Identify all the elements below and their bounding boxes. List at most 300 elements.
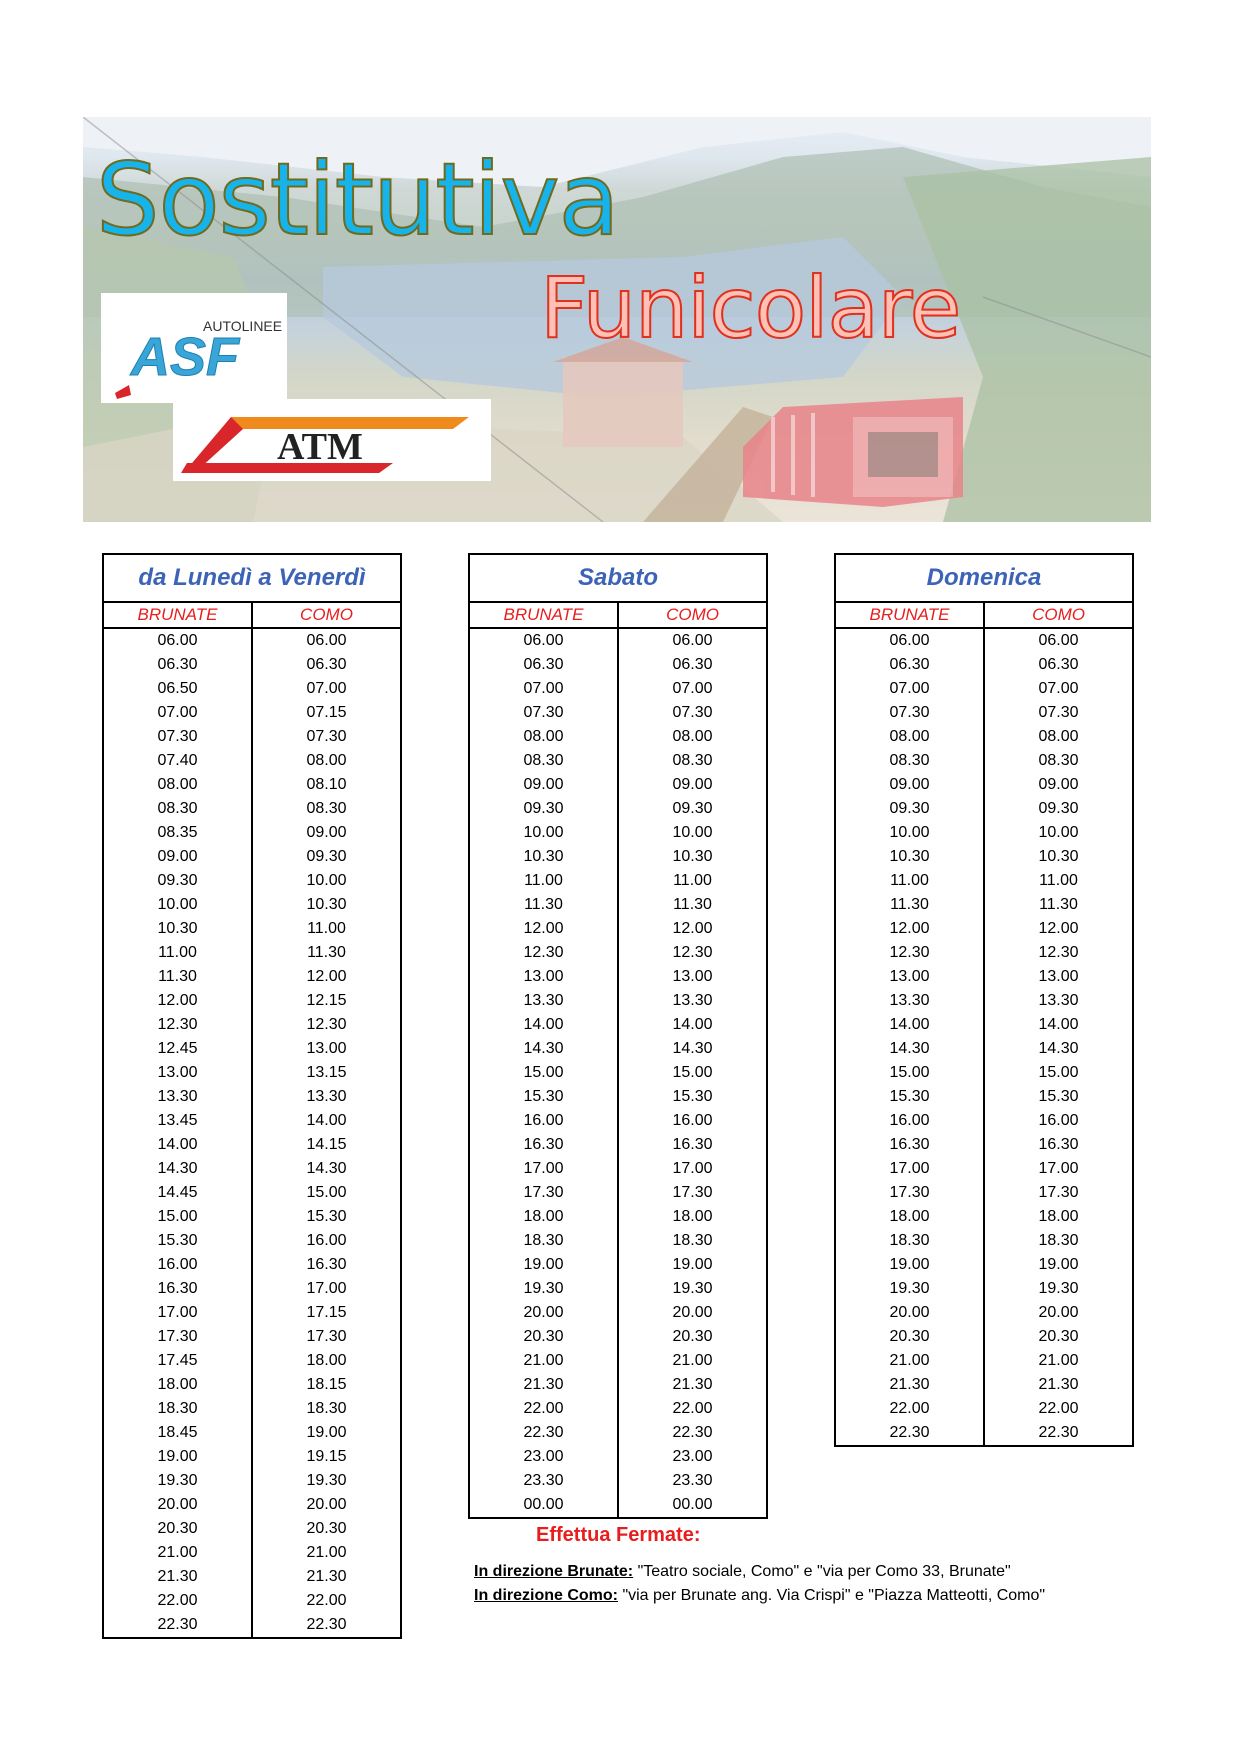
time-brunate: 20.00 [469, 1301, 618, 1325]
table-row [103, 845, 401, 869]
time-como: 14.30 [306, 1160, 347, 1177]
time-brunate: 07.00 [835, 677, 984, 701]
time-como: 09.30 [1038, 800, 1079, 817]
time-brunate: 07.40 [103, 749, 252, 773]
time-como: 10.00 [306, 872, 347, 889]
time-como: 06.00 [672, 632, 713, 649]
table-row [103, 869, 401, 893]
timetable-weekday-body [103, 628, 401, 1638]
time-como: 06.00 [1038, 632, 1079, 649]
time-como: 19.15 [306, 1448, 347, 1465]
time-como: 19.00 [1038, 1256, 1079, 1273]
time-brunate: 16.30 [469, 1133, 618, 1157]
table-row [835, 869, 1133, 893]
stops-direction-brunate-text: "Teatro sociale, Como" e "via per Como 33, Brunate" [633, 1563, 1011, 1580]
table-row [469, 941, 767, 965]
column-header-brunate: BRUNATE [103, 602, 252, 628]
table-row [103, 1277, 401, 1301]
time-brunate: 16.30 [103, 1277, 252, 1301]
table-row [103, 965, 401, 989]
table-row [469, 677, 767, 701]
time-brunate: 18.00 [469, 1205, 618, 1229]
time-como: 15.00 [306, 1184, 347, 1201]
table-row [835, 1205, 1133, 1229]
time-brunate: 17.00 [469, 1157, 618, 1181]
time-brunate: 19.30 [469, 1277, 618, 1301]
table-row [103, 749, 401, 773]
time-como: 10.00 [1038, 824, 1079, 841]
time-como: 08.10 [306, 776, 347, 793]
time-como: 19.30 [306, 1472, 347, 1489]
table-row [103, 1037, 401, 1061]
time-brunate: 07.00 [103, 701, 252, 725]
table-row [835, 1325, 1133, 1349]
time-brunate: 20.30 [835, 1325, 984, 1349]
time-brunate: 17.30 [835, 1181, 984, 1205]
stops-direction-brunate [474, 1563, 1011, 1581]
time-brunate: 00.00 [469, 1493, 618, 1518]
time-brunate: 12.00 [469, 917, 618, 941]
time-como: 19.00 [672, 1256, 713, 1273]
stops-direction-como-text: "via per Brunate ang. Via Crispi" e "Piazza Matteotti, Como" [618, 1587, 1046, 1604]
time-brunate: 19.00 [103, 1445, 252, 1469]
time-como: 22.30 [306, 1616, 347, 1633]
table-row [103, 1445, 401, 1469]
time-como: 18.30 [1038, 1232, 1079, 1249]
time-como: 19.30 [672, 1280, 713, 1297]
table-row [835, 1037, 1133, 1061]
table-row [469, 1349, 767, 1373]
time-brunate: 16.00 [103, 1253, 252, 1277]
time-brunate: 21.30 [469, 1373, 618, 1397]
time-brunate: 12.00 [103, 989, 252, 1013]
time-brunate: 10.00 [469, 821, 618, 845]
time-como: 17.30 [1038, 1184, 1079, 1201]
time-como: 22.30 [672, 1424, 713, 1441]
time-como: 21.00 [306, 1544, 347, 1561]
time-como: 20.00 [672, 1304, 713, 1321]
time-como: 18.30 [306, 1400, 347, 1417]
table-row [469, 821, 767, 845]
time-brunate: 12.30 [103, 1013, 252, 1037]
table-row [469, 1061, 767, 1085]
time-brunate: 11.00 [835, 869, 984, 893]
timetable-saturday-title: Sabato [469, 554, 767, 602]
table-row [835, 1253, 1133, 1277]
time-brunate: 06.50 [103, 677, 252, 701]
time-brunate: 21.00 [469, 1349, 618, 1373]
time-como: 06.00 [306, 632, 347, 649]
table-row [469, 845, 767, 869]
time-como: 11.00 [673, 872, 712, 889]
time-brunate: 06.00 [835, 628, 984, 653]
table-row [835, 1397, 1133, 1421]
table-row [103, 989, 401, 1013]
time-como: 07.30 [1038, 704, 1079, 721]
time-como: 13.15 [306, 1064, 347, 1081]
table-row [835, 845, 1133, 869]
time-como: 11.00 [307, 920, 346, 937]
table-row [103, 725, 401, 749]
time-como: 20.30 [672, 1328, 713, 1345]
time-brunate: 10.30 [835, 845, 984, 869]
time-brunate: 18.30 [469, 1229, 618, 1253]
asf-logo [101, 293, 287, 403]
time-como: 09.30 [672, 800, 713, 817]
table-row [469, 1493, 767, 1518]
time-brunate: 12.30 [835, 941, 984, 965]
time-como: 22.00 [306, 1592, 347, 1609]
time-brunate: 06.30 [103, 653, 252, 677]
time-como: 14.00 [1038, 1016, 1079, 1033]
time-como: 22.00 [1038, 1400, 1079, 1417]
time-como: 20.30 [1038, 1328, 1079, 1345]
table-row [835, 1421, 1133, 1446]
column-header-como: COMO [984, 602, 1133, 628]
table-row [835, 1157, 1133, 1181]
table-row [469, 1013, 767, 1037]
time-brunate: 13.45 [103, 1109, 252, 1133]
time-brunate: 12.30 [469, 941, 618, 965]
table-row [835, 749, 1133, 773]
time-brunate: 20.30 [103, 1517, 252, 1541]
timetable-sunday [834, 553, 1134, 1447]
timetable-sunday-body [835, 628, 1133, 1446]
time-brunate: 11.00 [469, 869, 618, 893]
table-row [469, 1109, 767, 1133]
time-brunate: 10.00 [835, 821, 984, 845]
time-brunate: 13.30 [469, 989, 618, 1013]
time-como: 15.30 [672, 1088, 713, 1105]
table-row [103, 917, 401, 941]
time-brunate: 07.30 [469, 701, 618, 725]
table-row [103, 1061, 401, 1085]
time-brunate: 14.00 [103, 1133, 252, 1157]
time-brunate: 13.00 [103, 1061, 252, 1085]
atm-logo-text: ATM [277, 426, 363, 468]
table-row [469, 773, 767, 797]
title-sostitutiva: Sostitutiva [96, 141, 619, 258]
table-row [103, 1541, 401, 1565]
table-row [835, 701, 1133, 725]
time-brunate: 12.00 [835, 917, 984, 941]
time-brunate: 07.30 [103, 725, 252, 749]
table-row [835, 1085, 1133, 1109]
table-row [103, 628, 401, 653]
time-como: 13.00 [306, 1040, 347, 1057]
time-como: 08.30 [672, 752, 713, 769]
time-como: 08.00 [1038, 728, 1079, 745]
table-row [103, 1565, 401, 1589]
table-row [103, 1205, 401, 1229]
time-como: 19.00 [306, 1424, 347, 1441]
time-brunate: 21.30 [103, 1565, 252, 1589]
time-brunate: 13.30 [835, 989, 984, 1013]
time-como: 14.00 [672, 1016, 713, 1033]
time-como: 12.00 [306, 968, 347, 985]
time-brunate: 09.00 [103, 845, 252, 869]
table-row [469, 869, 767, 893]
time-como: 12.00 [672, 920, 713, 937]
title-funicolare: Funicolare [540, 259, 961, 357]
time-brunate: 15.30 [103, 1229, 252, 1253]
time-brunate: 15.00 [835, 1061, 984, 1085]
time-brunate: 06.30 [835, 653, 984, 677]
time-como: 17.15 [306, 1304, 347, 1321]
time-como: 11.30 [307, 944, 346, 961]
time-como: 23.30 [672, 1472, 713, 1489]
time-brunate: 16.30 [835, 1133, 984, 1157]
table-row [103, 773, 401, 797]
time-brunate: 20.00 [103, 1493, 252, 1517]
table-row [103, 797, 401, 821]
time-como: 09.00 [672, 776, 713, 793]
time-brunate: 17.45 [103, 1349, 252, 1373]
time-como: 07.30 [306, 728, 347, 745]
table-row [103, 1253, 401, 1277]
table-row [103, 1493, 401, 1517]
table-row [469, 893, 767, 917]
table-row [835, 1109, 1133, 1133]
table-row [835, 989, 1133, 1013]
stops-direction-brunate-label: In direzione Brunate: [474, 1563, 634, 1580]
time-como: 20.00 [1038, 1304, 1079, 1321]
time-brunate: 13.00 [469, 965, 618, 989]
time-brunate: 15.00 [103, 1205, 252, 1229]
time-brunate: 13.30 [103, 1085, 252, 1109]
time-como: 18.15 [306, 1376, 347, 1393]
table-row [835, 1013, 1133, 1037]
time-brunate: 11.30 [835, 893, 984, 917]
time-brunate: 15.00 [469, 1061, 618, 1085]
time-brunate: 23.30 [469, 1469, 618, 1493]
time-como: 17.00 [1038, 1160, 1079, 1177]
time-brunate: 17.30 [103, 1325, 252, 1349]
table-row [103, 677, 401, 701]
time-brunate: 10.30 [103, 917, 252, 941]
time-brunate: 11.30 [103, 965, 252, 989]
time-brunate: 10.00 [103, 893, 252, 917]
time-brunate: 21.30 [835, 1373, 984, 1397]
time-brunate: 08.00 [103, 773, 252, 797]
time-brunate: 07.00 [469, 677, 618, 701]
time-como: 14.00 [306, 1112, 347, 1129]
table-row [469, 1037, 767, 1061]
table-row [835, 1229, 1133, 1253]
table-row [103, 1397, 401, 1421]
table-row [835, 1133, 1133, 1157]
time-como: 10.30 [306, 896, 347, 913]
time-como: 16.00 [306, 1232, 347, 1249]
funicular-car-image [743, 397, 963, 507]
time-brunate: 09.00 [469, 773, 618, 797]
asf-logo-small-text: AUTOLINEE [203, 318, 283, 334]
time-brunate: 20.30 [469, 1325, 618, 1349]
table-row [469, 989, 767, 1013]
table-row [103, 1421, 401, 1445]
time-como: 18.00 [1038, 1208, 1079, 1225]
table-row [469, 1277, 767, 1301]
time-como: 21.30 [672, 1376, 713, 1393]
time-brunate: 17.30 [469, 1181, 618, 1205]
time-brunate: 13.00 [835, 965, 984, 989]
time-como: 14.15 [306, 1136, 347, 1153]
time-como: 20.30 [306, 1520, 347, 1537]
time-como: 07.00 [1038, 680, 1079, 697]
table-row [835, 965, 1133, 989]
timetable-weekday-title: da Lunedì a Venerdì [103, 554, 401, 602]
time-brunate: 18.00 [103, 1373, 252, 1397]
table-row [469, 797, 767, 821]
time-brunate: 19.00 [835, 1253, 984, 1277]
time-brunate: 22.30 [835, 1421, 984, 1446]
table-row [103, 1517, 401, 1541]
time-como: 14.30 [672, 1040, 713, 1057]
time-como: 11.00 [1039, 872, 1078, 889]
time-brunate: 11.00 [103, 941, 252, 965]
time-brunate: 06.00 [469, 628, 618, 653]
time-brunate: 19.30 [103, 1469, 252, 1493]
table-row [469, 628, 767, 653]
column-header-brunate: BRUNATE [469, 602, 618, 628]
asf-logo-big-text: ASF [131, 327, 239, 387]
table-row [103, 1133, 401, 1157]
time-como: 13.30 [672, 992, 713, 1009]
time-como: 14.30 [1038, 1040, 1079, 1057]
table-row [835, 653, 1133, 677]
table-row [469, 749, 767, 773]
time-como: 10.30 [1038, 848, 1079, 865]
time-como: 21.30 [306, 1568, 347, 1585]
time-como: 06.30 [306, 656, 347, 673]
table-row [103, 1301, 401, 1325]
table-row [835, 797, 1133, 821]
time-brunate: 14.00 [835, 1013, 984, 1037]
time-como: 09.30 [306, 848, 347, 865]
table-row [835, 893, 1133, 917]
stops-direction-como-label: In direzione Como: [474, 1587, 618, 1604]
table-row [469, 701, 767, 725]
time-brunate: 11.30 [469, 893, 618, 917]
table-row [835, 917, 1133, 941]
time-como: 10.00 [672, 824, 713, 841]
time-brunate: 15.30 [469, 1085, 618, 1109]
column-header-brunate: BRUNATE [835, 602, 984, 628]
atm-logo [173, 399, 491, 481]
timetable-sunday-title: Domenica [835, 554, 1133, 602]
time-brunate: 17.00 [103, 1301, 252, 1325]
time-brunate: 09.30 [835, 797, 984, 821]
time-brunate: 08.30 [103, 797, 252, 821]
table-row [469, 1253, 767, 1277]
table-row [469, 1397, 767, 1421]
time-brunate: 08.35 [103, 821, 252, 845]
table-row [103, 1109, 401, 1133]
time-como: 16.30 [672, 1136, 713, 1153]
time-como: 15.00 [672, 1064, 713, 1081]
time-brunate: 17.00 [835, 1157, 984, 1181]
time-brunate: 09.30 [103, 869, 252, 893]
time-brunate: 18.30 [835, 1229, 984, 1253]
time-como: 07.15 [306, 704, 347, 721]
time-brunate: 09.00 [835, 773, 984, 797]
time-brunate: 10.30 [469, 845, 618, 869]
table-row [103, 893, 401, 917]
table-row [103, 1013, 401, 1037]
timetable-saturday [468, 553, 768, 1519]
table-row [103, 941, 401, 965]
time-brunate: 18.45 [103, 1421, 252, 1445]
table-row [835, 773, 1133, 797]
time-como: 00.00 [672, 1496, 713, 1513]
table-row [469, 1229, 767, 1253]
time-como: 18.00 [306, 1352, 347, 1369]
table-row [469, 1445, 767, 1469]
table-row [103, 1229, 401, 1253]
table-row [103, 1085, 401, 1109]
time-brunate: 06.00 [103, 628, 252, 653]
time-brunate: 14.45 [103, 1181, 252, 1205]
column-header-como: COMO [618, 602, 767, 628]
time-como: 16.30 [306, 1256, 347, 1273]
table-row [469, 965, 767, 989]
time-brunate: 22.00 [103, 1589, 252, 1613]
time-como: 21.30 [1038, 1376, 1079, 1393]
table-row [469, 1301, 767, 1325]
time-como: 16.00 [1038, 1112, 1079, 1129]
time-brunate: 12.45 [103, 1037, 252, 1061]
time-como: 13.00 [672, 968, 713, 985]
timetable-weekday [102, 553, 402, 1639]
table-row [103, 821, 401, 845]
time-como: 12.00 [1038, 920, 1079, 937]
time-brunate: 08.30 [469, 749, 618, 773]
time-como: 12.30 [672, 944, 713, 961]
time-como: 12.30 [1038, 944, 1079, 961]
table-row [103, 701, 401, 725]
time-brunate: 18.00 [835, 1205, 984, 1229]
table-row [469, 1205, 767, 1229]
time-como: 17.00 [306, 1280, 347, 1297]
time-brunate: 23.00 [469, 1445, 618, 1469]
table-row [469, 1469, 767, 1493]
time-como: 22.30 [1038, 1424, 1079, 1441]
time-brunate: 08.00 [835, 725, 984, 749]
table-row [469, 725, 767, 749]
time-como: 19.30 [1038, 1280, 1079, 1297]
time-como: 21.00 [672, 1352, 713, 1369]
time-brunate: 16.00 [469, 1109, 618, 1133]
table-row [469, 1421, 767, 1445]
table-row [103, 1613, 401, 1638]
time-como: 07.30 [672, 704, 713, 721]
time-como: 11.30 [1039, 896, 1078, 913]
time-como: 18.00 [672, 1208, 713, 1225]
time-brunate: 22.00 [835, 1397, 984, 1421]
time-como: 12.15 [306, 992, 347, 1009]
time-como: 20.00 [306, 1496, 347, 1513]
time-como: 07.00 [306, 680, 347, 697]
time-brunate: 06.30 [469, 653, 618, 677]
time-como: 22.00 [672, 1400, 713, 1417]
time-brunate: 16.00 [835, 1109, 984, 1133]
table-row [835, 1373, 1133, 1397]
table-row [835, 1349, 1133, 1373]
time-como: 13.30 [306, 1088, 347, 1105]
timetable-saturday-body [469, 628, 767, 1518]
time-como: 15.30 [1038, 1088, 1079, 1105]
table-row [835, 1301, 1133, 1325]
